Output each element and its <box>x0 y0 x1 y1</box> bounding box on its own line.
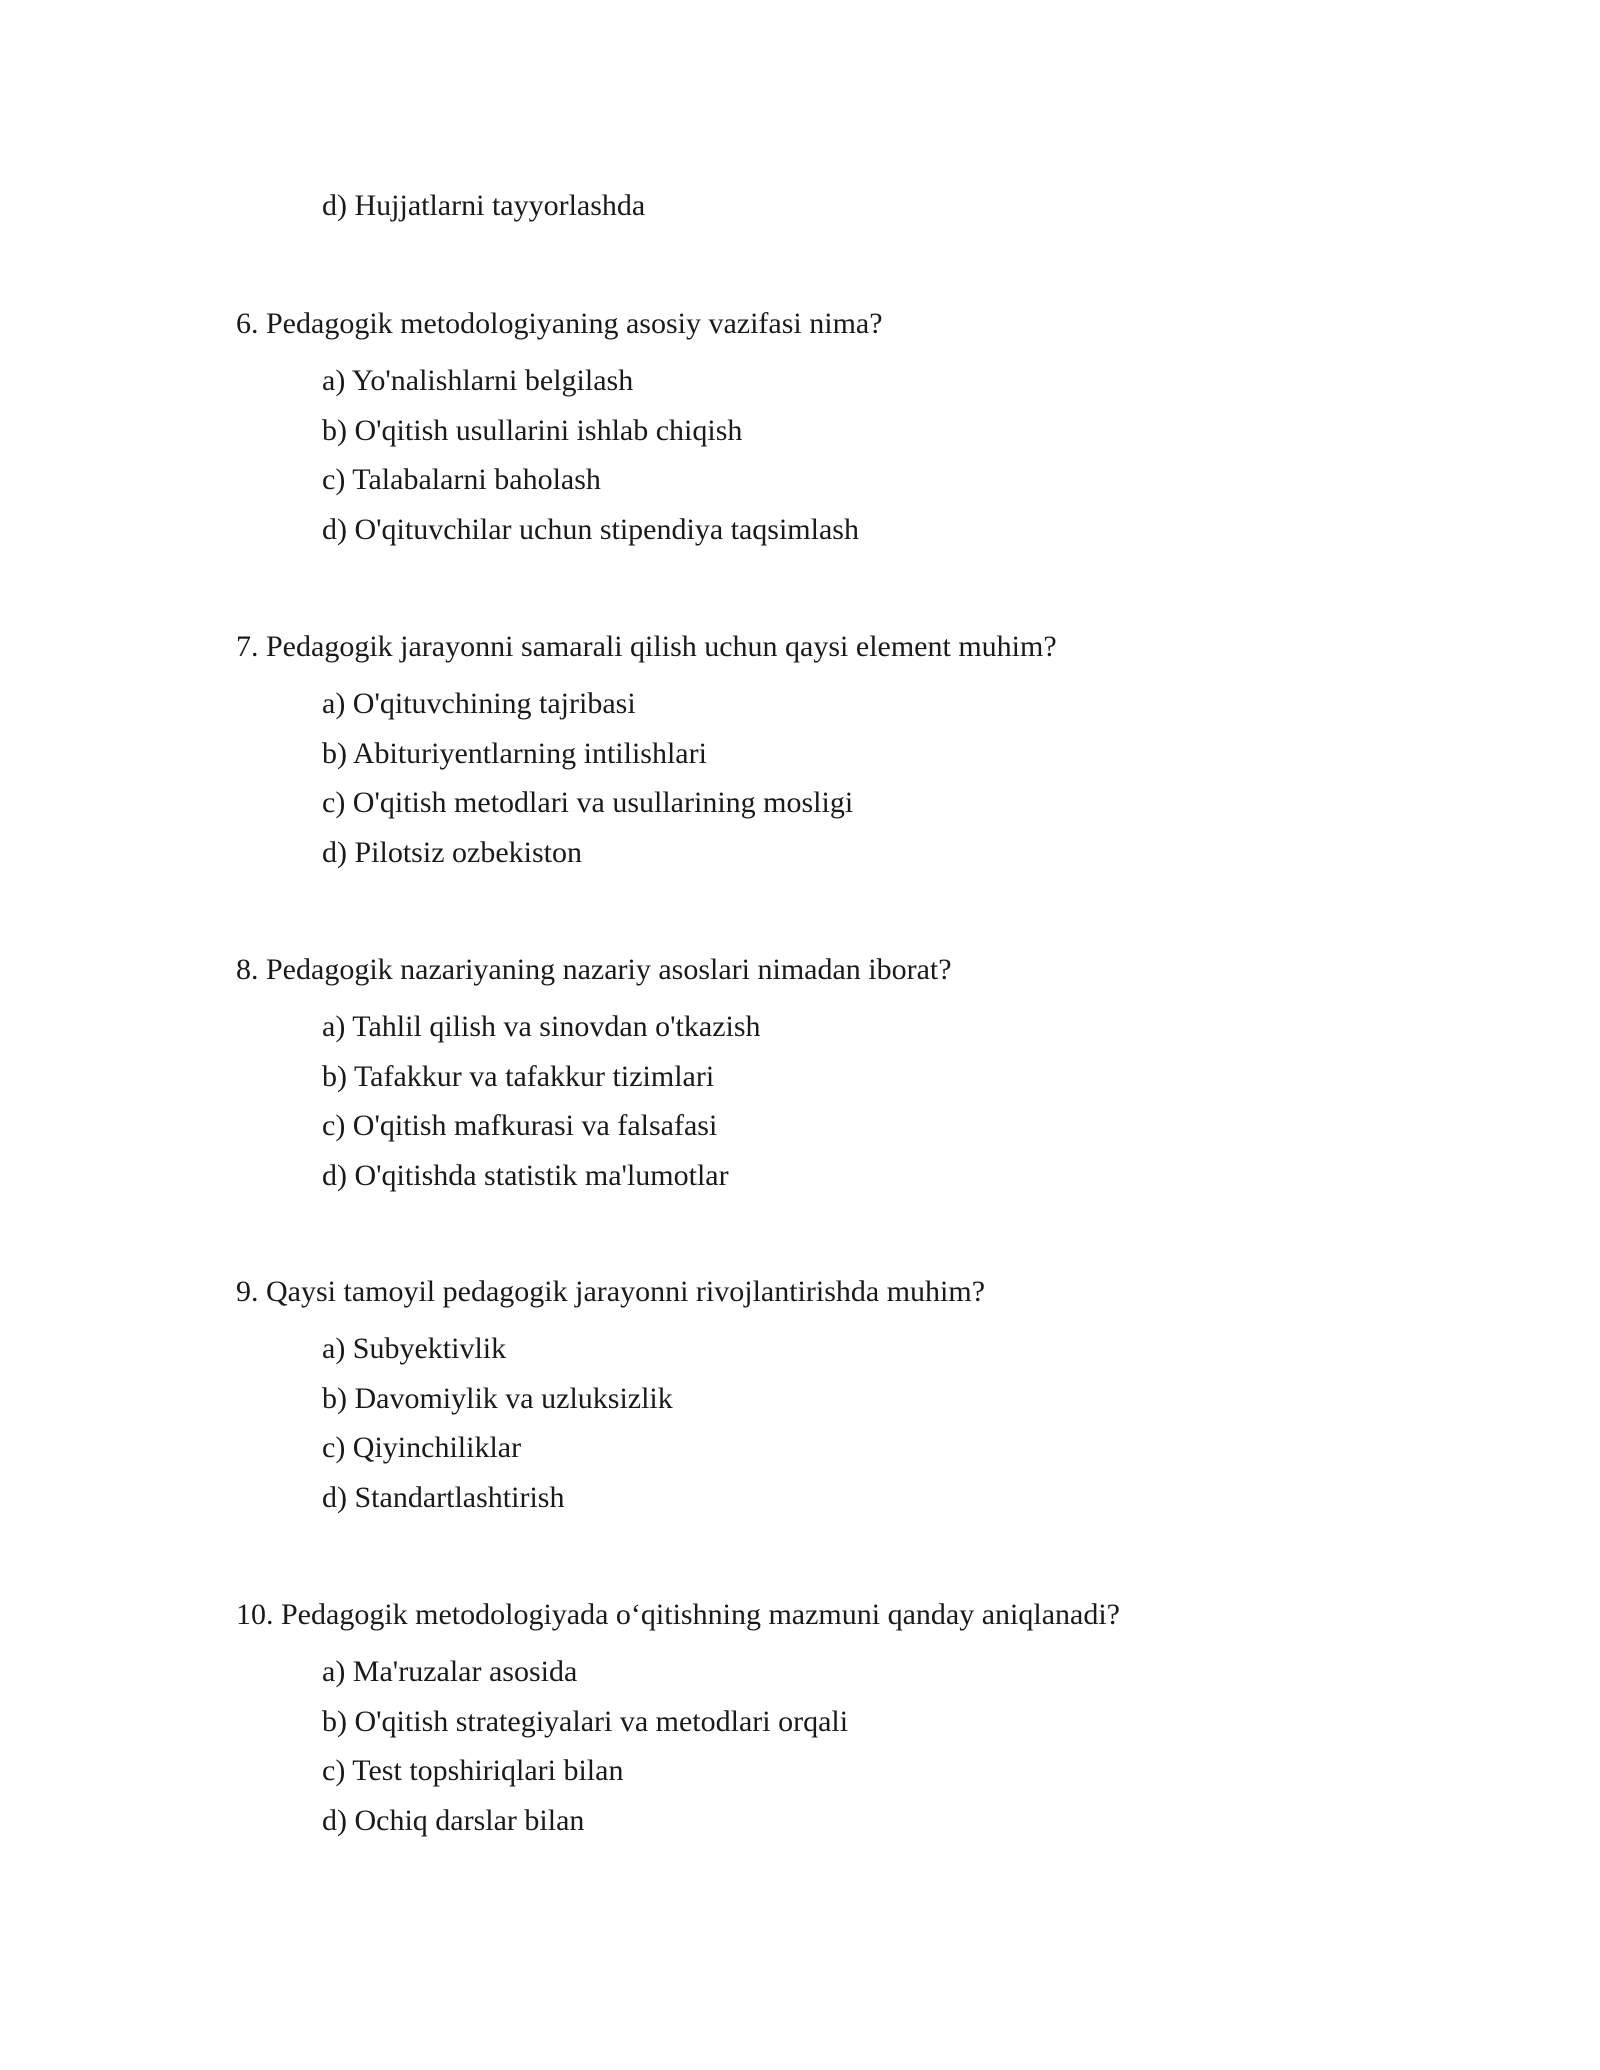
option-d-q10: d) Ochiq darslar bilan <box>322 1804 585 1837</box>
option-b-q8: b) Tafakkur va tafakkur tizimlari <box>322 1060 715 1093</box>
option-a-q8: a) Tahlil qilish va sinovdan o'tkazish <box>322 1010 761 1043</box>
option-a-q6: a) Yo'nalishlarni belgilash <box>322 364 634 397</box>
option-b-q9: b) Davomiylik va uzluksizlik <box>322 1382 673 1415</box>
option-a-q9: a) Subyektivlik <box>322 1332 507 1365</box>
question-8: 8. Pedagogik nazariyaning nazariy asoslari nimadan iborat? <box>236 953 952 986</box>
option-c-q10: c) Test topshiriqlari bilan <box>322 1754 624 1787</box>
option-d-q7: d) Pilotsiz ozbekiston <box>322 836 582 869</box>
option-b-q10: b) O'qitish strategiyalari va metodlari orqali <box>322 1705 849 1738</box>
option-d-q5: d) Hujjatlarni tayyorlashda <box>322 189 646 222</box>
question-9: 9. Qaysi tamoyil pedagogik jarayonni rivojlantirishda muhim? <box>236 1275 986 1308</box>
option-b-q6: b) O'qitish usullarini ishlab chiqish <box>322 414 743 447</box>
question-7: 7. Pedagogik jarayonni samarali qilish uchun qaysi element muhim? <box>236 630 1057 663</box>
option-b-q7: b) Abituriyentlarning intilishlari <box>322 737 707 770</box>
option-c-q8: c) O'qitish mafkurasi va falsafasi <box>322 1109 718 1142</box>
option-d-q6: d) O'qituvchilar uchun stipendiya taqsimlash <box>322 513 859 546</box>
option-c-q6: c) Talabalarni baholash <box>322 463 601 496</box>
option-a-q10: a) Ma'ruzalar asosida <box>322 1655 578 1688</box>
option-c-q9: c) Qiyinchiliklar <box>322 1431 522 1464</box>
option-c-q7: c) O'qitish metodlari va usullarining mosligi <box>322 786 854 819</box>
option-d-q9: d) Standartlashtirish <box>322 1481 565 1514</box>
option-a-q7: a) O'qituvchining tajribasi <box>322 687 636 720</box>
option-d-q8: d) O'qitishda statistik ma'lumotlar <box>322 1159 729 1192</box>
question-6: 6. Pedagogik metodologiyaning asosiy vazifasi nima? <box>236 307 883 340</box>
question-10: 10. Pedagogik metodologiyada o‘qitishning mazmuni qanday aniqlanadi? <box>236 1598 1120 1631</box>
